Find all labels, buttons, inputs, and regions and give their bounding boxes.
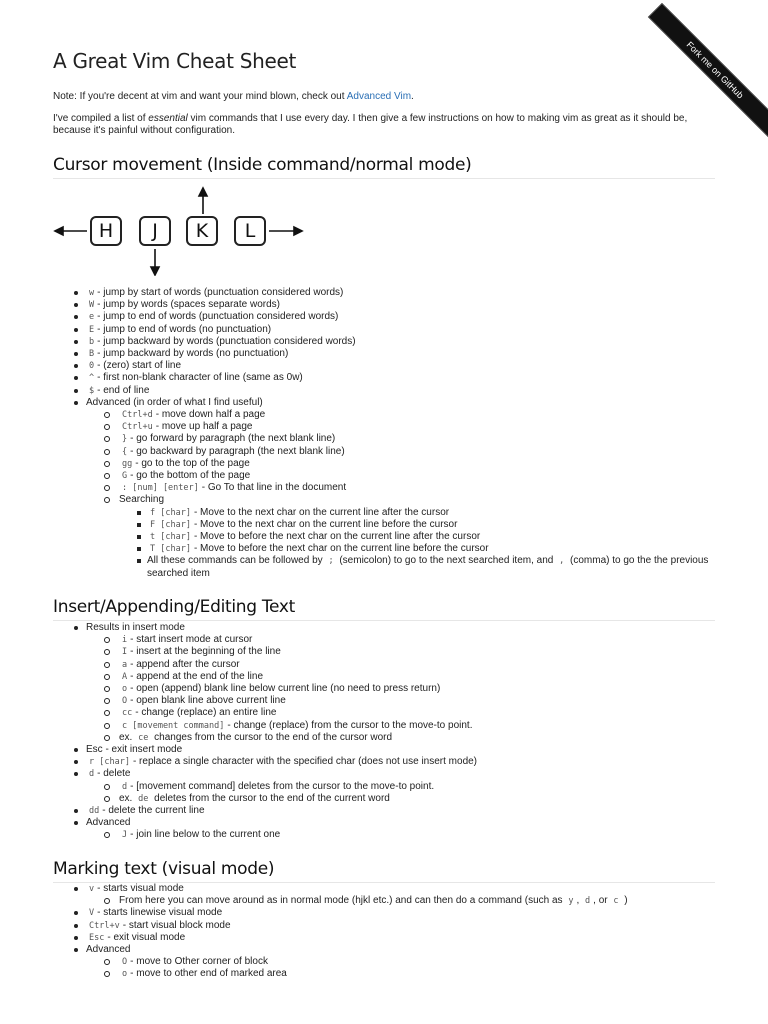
intro-suffix: vim commands that I use every day. I then give a few instructions on how to making vim as great as it should be, because it's painful without configuration. [53,113,688,137]
command-code: Ctrl+d [122,410,153,421]
command-code: , [559,556,565,567]
item-text: - Move to the next char on the current line before the cursor [193,518,458,530]
item-text: - jump by words (spaces separate words) [97,299,280,311]
command-code: w [89,288,95,298]
list-item [86,409,715,421]
command-code: d [89,769,95,780]
item-text: - move up half a page [155,421,253,433]
visual-advanced-sublist [86,956,715,980]
fork-me-ribbon[interactable]: Fork me on GitHub [648,3,768,137]
item-text: - exit visual mode [107,931,186,943]
list-item-results [53,622,715,744]
item-text: - [movement command] deletes from the cursor to the move-to point. [130,780,435,792]
item-text: - go forward by paragraph (the next blank line) [130,433,336,445]
page-title: A Great Vim Cheat Sheet [53,49,297,73]
item-text: changes from the cursor to the end of the cursor word [151,731,393,743]
delete-sublist [86,781,715,805]
list-item [86,482,715,494]
item-text: ) [621,895,628,907]
list-item [53,299,715,311]
list-item [86,646,715,658]
item-text: - Move to before the next char on the current line after the cursor [193,531,481,543]
command-code: dd [89,806,100,817]
item-text: - change (replace) an entire line [135,707,277,719]
command-code: gg [122,458,133,469]
key-k: K [186,216,218,246]
list-item [53,805,715,817]
key-l: L [234,216,266,246]
list-item [53,336,715,348]
list-item [86,781,715,793]
command-code: de [138,793,149,804]
item-text: - go backward by paragraph (the next blank line) [130,445,345,457]
list-item-searching [86,494,715,579]
command-code: $ [89,385,95,396]
item-text: - move to other end of marked area [130,968,287,980]
item-text: - move to Other corner of block [130,956,268,968]
right-arrowhead-icon [294,227,302,235]
list-item [53,311,715,323]
item-text: , [576,895,583,907]
item-text: - start insert mode at cursor [130,634,253,646]
item-text: Advanced [86,817,131,829]
advanced-vim-link[interactable]: Advanced Vim [346,91,412,102]
command-code: o [122,684,128,695]
list-item [53,883,715,907]
item-text: - start visual block mode [122,919,231,931]
list-item [86,683,715,695]
list-item [53,920,715,932]
list-item [119,555,715,579]
command-code: } [122,434,128,445]
command-code: o [122,969,128,980]
list-item [119,519,715,531]
item-text: - replace a single character with the specified char (does not use insert mode) [132,756,478,768]
item-text: - change (replace) from the cursor to the move-to point. [227,719,473,731]
command-code: W [89,300,95,311]
item-text: (comma) to go the the previous searched item [147,555,709,579]
list-item [53,768,715,805]
item-text: - starts linewise visual mode [97,907,223,919]
item-text: - Move to before the next char on the current line before the cursor [193,543,489,555]
list-item [86,732,715,744]
command-code: ; [328,556,334,567]
command-code: B [89,349,95,360]
item-text: - (zero) start of line [97,360,182,372]
list-item [86,659,715,671]
visual-mode-list [53,883,715,981]
list-item [86,720,715,732]
item-text: Searching [119,494,165,506]
item-text: - first non-blank character of line (same as 0w) [97,372,303,384]
item-text: Advanced [86,944,131,956]
item-text: Esc - exit insert mode [86,744,183,756]
item-text: - open (append) blank line below current line (no need to press return) [130,683,441,695]
item-text: ex. [119,731,136,743]
list-item [53,744,715,756]
command-code: t [char] [150,532,191,543]
command-code: F [char] [150,519,191,530]
note-paragraph [53,91,715,103]
list-item [86,956,715,968]
intro-prefix: I've compiled a list of [53,113,149,124]
cursor-movement-list [53,287,715,580]
item-text: - join line below to the current one [130,829,281,841]
item-text: - jump to end of words (no punctuation) [97,323,272,335]
command-code: f [char] [150,507,191,518]
item-text: - end of line [97,384,150,396]
command-code: O [122,957,128,968]
list-item-advanced [53,397,715,580]
list-item-advanced [53,944,715,981]
list-item-advanced [53,817,715,841]
note-suffix: . [411,91,414,102]
command-code: Ctrl+u [122,422,153,433]
command-code: A [122,671,128,682]
searching-sublist [119,507,715,580]
command-code: T [char] [150,544,191,555]
item-text: - jump backward by words (no punctuation) [97,348,289,360]
command-code: J [122,830,128,841]
insert-advanced-sublist [86,829,715,841]
visual-mode-heading: Marking text (visual mode) [53,858,715,883]
list-item [53,385,715,397]
list-item [53,932,715,944]
list-item [53,756,715,768]
item-text: - append after the cursor [130,658,240,670]
down-arrowhead-icon [151,267,159,275]
list-item [86,695,715,707]
command-code: I [122,647,128,658]
item-text: - move down half a page [155,409,266,421]
list-item [119,543,715,555]
note-text: Note: If you're decent at vim and want your mind blown, check out [53,91,347,102]
list-item [86,793,715,805]
list-item [53,360,715,372]
list-item [53,324,715,336]
list-item [86,421,715,433]
command-code: v [89,884,95,894]
cursor-movement-heading: Cursor movement (Inside command/normal mode) [53,154,715,179]
command-code: e [89,312,95,323]
insert-editing-heading: Insert/Appending/Editing Text [53,596,715,621]
list-item [53,287,715,299]
command-code: b [89,336,95,347]
up-arrowhead-icon [199,188,207,196]
item-text: Results in insert mode [86,622,185,633]
insert-editing-list [53,622,715,842]
command-code: O [122,696,128,707]
list-item [53,348,715,360]
command-code: : [num] [enter] [122,483,199,494]
list-item [86,895,715,907]
command-code: V [89,908,95,919]
command-code: ce [138,732,149,743]
item-text: - go to the top of the page [135,457,250,469]
item-text: (semicolon) to go to the next searched item, and [336,555,557,567]
item-text: - Go To that line in the document [201,482,347,494]
command-code: E [89,324,95,335]
list-item [86,707,715,719]
command-code: G [122,471,128,482]
command-code: d [585,896,591,907]
command-code: 0 [89,361,95,372]
item-text: All these commands can be followed by [147,555,326,567]
item-text: ex. [119,792,136,804]
hjkl-diagram [53,186,313,276]
list-item [119,507,715,519]
item-text: - delete the current line [102,805,205,817]
item-text: deletes from the cursor to the end of the current word [151,792,390,804]
item-text: Advanced (in order of what I find useful) [86,396,263,408]
intro-emphasis: essential [148,113,188,124]
list-item [53,907,715,919]
item-text: - go the bottom of the page [130,470,251,482]
list-item [86,433,715,445]
key-j: J [139,216,171,246]
command-code: c [movement command] [122,720,225,731]
list-item [86,446,715,458]
key-h: H [90,216,122,246]
list-item [86,458,715,470]
list-item [86,634,715,646]
list-item [86,470,715,482]
item-text: - starts visual mode [97,883,184,894]
command-code: c [613,896,619,907]
list-item [86,968,715,980]
command-code: cc [122,708,133,719]
visual-sublist [86,895,715,907]
item-text: , or [593,895,611,907]
command-code: { [122,446,128,457]
command-code: r [char] [89,757,130,768]
command-code: d [122,781,128,792]
item-text: - open blank line above current line [130,695,286,707]
list-item [53,372,715,384]
command-code: y [568,896,574,907]
item-text: - jump backward by words (punctuation considered words) [97,335,356,347]
item-text: - append at the end of the line [130,670,264,682]
advanced-sublist [86,409,715,580]
item-text: - Move to the next char on the current line after the cursor [193,506,450,518]
results-sublist [86,634,715,744]
command-code: a [122,659,128,670]
list-item [86,829,715,841]
command-code: Ctrl+v [89,920,120,931]
left-arrowhead-icon [55,227,63,235]
list-item [119,531,715,543]
item-text: - jump by start of words (punctuation considered words) [97,287,344,298]
command-code: ^ [89,373,95,384]
item-text: - jump to end of words (punctuation considered words) [97,311,339,323]
list-item [86,671,715,683]
item-text: From here you can move around as in normal mode (hjkl etc.) and can then do a command (such as [119,895,566,907]
command-code: i [122,635,128,646]
intro-paragraph [53,113,715,137]
command-code: Esc [89,932,105,943]
item-text: - delete [97,768,131,780]
item-text: - insert at the beginning of the line [130,646,281,658]
